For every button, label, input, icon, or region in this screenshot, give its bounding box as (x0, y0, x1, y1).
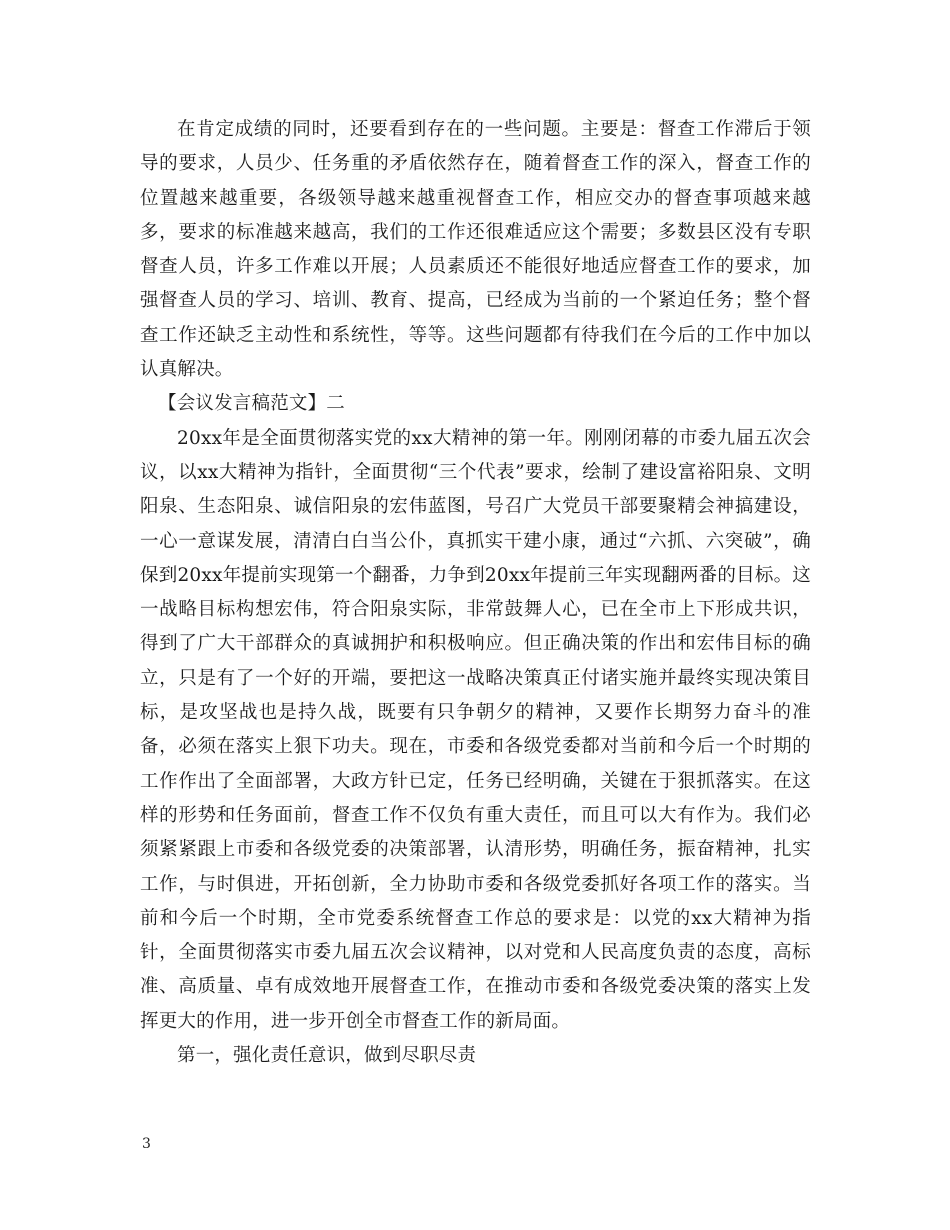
paragraph-main: 20xx年是全面贯彻落实党的xx大精神的第一年。刚刚闭幕的市委九届五次会议，以xx大精神为指针，全面贯彻“三个代表”要求，绘制了建设富裕阳泉、文明阳泉、生态阳泉、诚信阳泉的宏伟蓝图，号召广大党员干部要聚精会神搞建设，一心一意谋发展，清清白白当公仆，真抓实干建小康，通过“六抓、六突破”，确保到20xx年提前实现第一个翻番，力争到20xx年提前三年实现翻两番的目标。这一战略目标构想宏伟，符合阳泉实际，非常鼓舞人心，已在全市上下形成共识，得到了广大干部群众的真诚拥护和积极响应。但正确决策的作出和宏伟目标的确立，只是有了一个好的开端，要把这一战略决策真正付诸实施并最终实现决策目标，是攻坚战也是持久战，既要有只争朝夕的精神，又要作长期努力奋斗的准备，必须在落实上狠下功夫。现在，市委和各级党委都对当前和今后一个时期的工作作出了全面部署，大政方针已定，任务已经明确，关键在于狠抓落实。在这样的形势和任务面前，督查工作不仅负有重大责任，而且可以大有作为。我们必须紧紧跟上市委和各级党委的决策部署，认清形势，明确任务，振奋精神，扎实工作，与时俱进，开拓创新，全力协助市委和各级党委抓好各项工作的落实。当前和今后一个时期，全市党委系统督查工作总的要求是：以党的xx大精神为指针，全面贯彻落实市委九届五次会议精神，以对党和人民高度负责的态度，高标准、高质量、卓有成效地开展督查工作，在推动市委和各级党委决策的落实上发挥更大的作用，进一步开创全市督查工作的新局面。 (140, 427, 811, 1032)
paragraph-first-point: 第一，强化责任意识，做到尽职尽责 (177, 1045, 477, 1067)
document-body (140, 113, 811, 1073)
section-heading: 【会议发言稿范文】二 (158, 393, 346, 415)
page-number: 3 (142, 1136, 151, 1152)
paragraph-problems: 在肯定成绩的同时，还要看到存在的一些问题。主要是：督查工作滞后于领导的要求，人员少、任务重的矛盾依然存在，随着督查工作的深入，督查工作的位置越来越重要，各级领导越来越重视督查工作，相应交办的督查事项越来越多，要求的标准越来越高，我们的工作还很难适应这个需要；多数县区没有专职督查人员，许多工作难以开展；人员素质还不能很好地适应督查工作的要求，加强督查人员的学习、培训、教育、提高，已经成为当前的一个紧迫任务；整个督查工作还缺乏主动性和系统性，等等。这些问题都有待我们在今后的工作中加以认真解决。 (140, 119, 811, 381)
